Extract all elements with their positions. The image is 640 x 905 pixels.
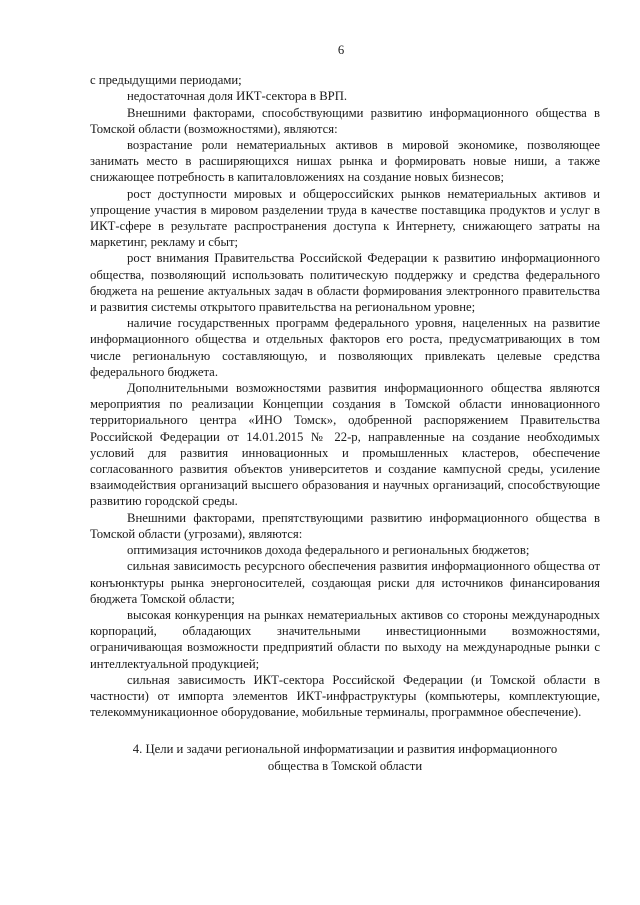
paragraph: сильная зависимость ресурсного обеспечения развития информационного общества от конъюнктуры рынка энергоносителей, создающая риски для источников финансирования бюджета Томской области; (90, 559, 600, 606)
paragraph: возрастание роли нематериальных активов в мировой экономике, позволяющее занимать место в расширяющихся нишах рынка и формировать новые ниши, а также снижающее потребность в капиталовложениях на создание новых бизнесов; (90, 138, 600, 185)
paragraph: наличие государственных программ федерального уровня, нацеленных на развитие информационного общества и отдельных факторов его роста, предусматривающих в том числе региональную составляющую, и позволяющих привлекать целевые средства федерального бюджета. (90, 316, 600, 379)
paragraph: рост внимания Правительства Российской Федерации к развитию информационного общества, позволяющий использовать политическую поддержку и средства федерального бюджета на решение актуальных задач в области формирования электронного правительства и развития системы открытого правительства на региональном уровне; (90, 251, 600, 315)
paragraph: рост доступности мировых и общероссийских рынков нематериальных активов и упрощение участия в мировом разделении труда в качестве поставщика продуктов и услуг в ИКТ-сфере в результате распространения доступа к Интернету, снижающего затраты на маркетинг, рекламу и сбыт; (90, 186, 600, 250)
section-heading (90, 741, 600, 773)
section-heading-line-1: 4. Цели и задачи региональной информатизации и развития информационного (132, 742, 558, 757)
document-page (90, 42, 600, 774)
paragraph: Дополнительными возможностями развития информационного общества являются мероприятия по реализации Концепции создания в Томской области инновационного территориального центра «ИНО Томск», одобренной распоряжением Правительства Российской Федерации от 14.01.2015 № 22-р, направленные на создание необходимых условий для развития инновационных и промышленных кластеров, обеспечение согласованного развития объектов университетов и создание кампусной среды, усиление взаимодействия организаций высшего образования и научных организаций, способствующие развитию городской среды. (90, 381, 600, 509)
paragraph: с предыдущими периодами; (90, 73, 242, 88)
paragraph: оптимизация источников дохода федерального и региональных бюджетов; (127, 543, 530, 558)
paragraph: высокая конкуренция на рынках нематериальных активов со стороны международных корпораций, обладающих значительными инвестиционными возможностями, ограничивающая возможности предприятий области по выходу на международные рынки с интеллектуальной продукцией; (90, 607, 600, 671)
section-heading-line-2: общества в Томской области (267, 758, 423, 773)
page-number: 6 (337, 43, 345, 57)
paragraph: Внешними факторами, препятствующими развитию информационного общества в Томской области (угрозами), являются: (90, 510, 600, 541)
paragraph: Внешними факторами, способствующими развитию информационного общества в Томской области (возможностями), являются: (90, 105, 600, 136)
paragraph: недостаточная доля ИКТ-сектора в ВРП. (127, 89, 348, 104)
document-body (90, 72, 600, 720)
paragraph: сильная зависимость ИКТ-сектора Российской Федерации (и Томской области в частности) от импорта элементов ИКТ-инфраструктуры (компьютеры, комплектующие, телекоммуникационное оборудование, мобильные терминалы, программное обеспечение). (90, 672, 600, 720)
